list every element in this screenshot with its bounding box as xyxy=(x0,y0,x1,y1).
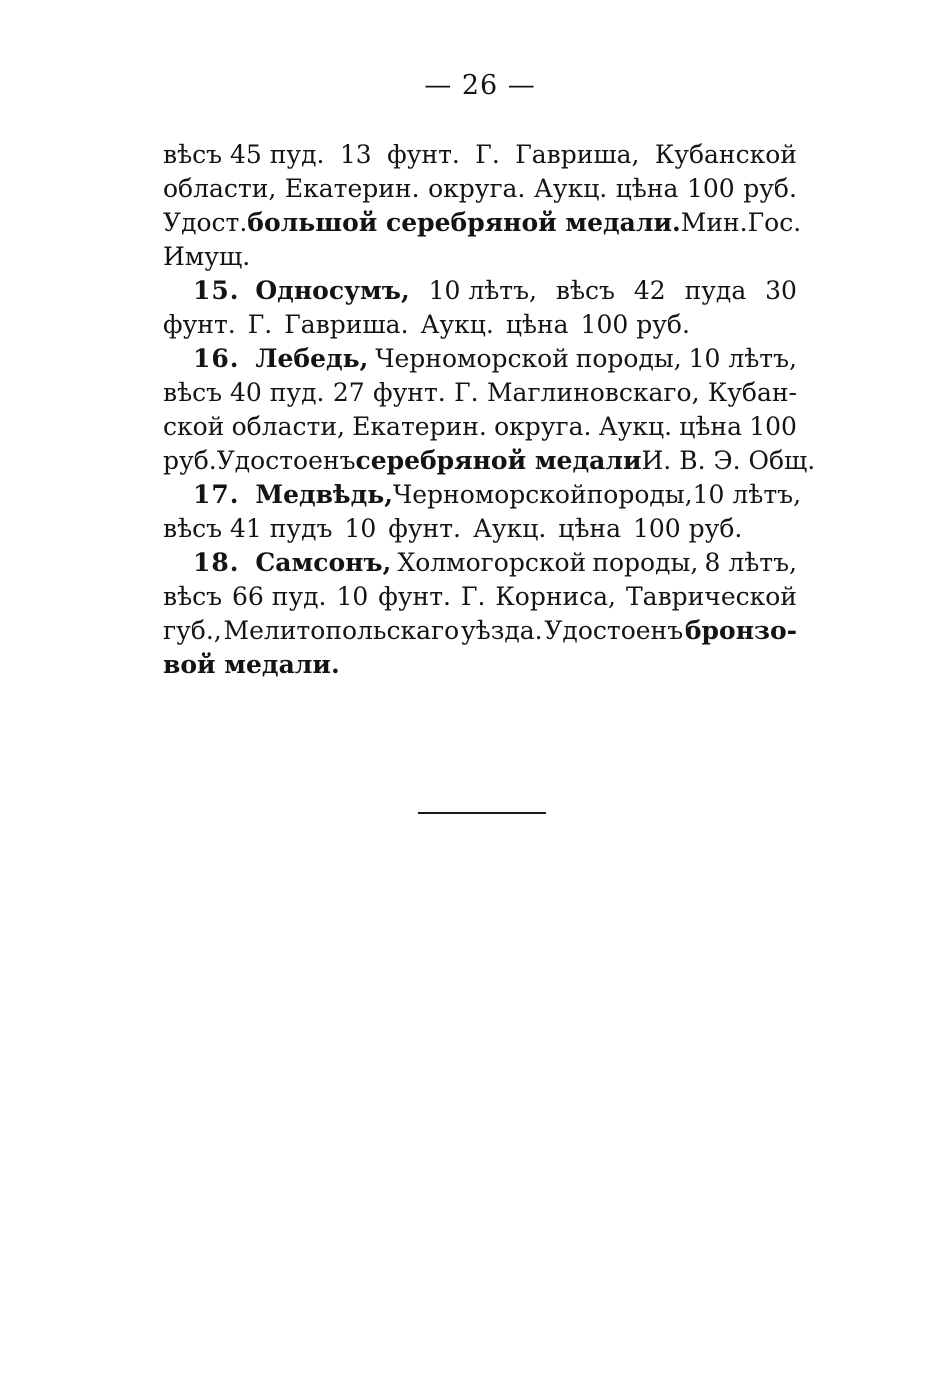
word: вѣсъ 41 пудъ xyxy=(163,514,333,543)
word: 10 xyxy=(344,514,377,543)
word: Аукц. xyxy=(472,514,547,543)
word: цѣна xyxy=(558,514,621,543)
word: породы, xyxy=(586,480,693,509)
word: цѣна xyxy=(505,310,569,339)
word: 100 xyxy=(686,174,735,203)
word: цѣна xyxy=(679,412,742,441)
entry-18-line xyxy=(163,546,797,580)
text-line xyxy=(163,444,816,478)
word: Екатерин. xyxy=(284,174,420,203)
word: Мин. xyxy=(680,208,748,237)
word: вѣсъ xyxy=(163,582,223,611)
word: 42 xyxy=(633,276,666,305)
word: фунт. xyxy=(387,140,460,169)
word: Аукц. xyxy=(420,310,494,339)
word: Гавриша. xyxy=(284,310,409,339)
text-line xyxy=(163,512,797,546)
entry-name: Самсонъ, xyxy=(255,548,392,577)
word: Черноморской xyxy=(375,344,569,373)
word: породы, xyxy=(575,344,682,373)
word: 13 xyxy=(339,140,372,169)
entry-name: Односумъ, xyxy=(255,276,410,305)
entry-number: 18. xyxy=(193,548,240,577)
word: округа. xyxy=(494,412,592,441)
entry-number: 15. xyxy=(193,276,240,305)
entry-number: 16. xyxy=(193,344,240,373)
medal-text: вой медали. xyxy=(163,650,340,679)
word: области, xyxy=(231,412,345,441)
word: Аукц. xyxy=(598,412,673,441)
word: Удостоенъ xyxy=(216,446,356,475)
word: 27 xyxy=(332,378,365,407)
word: Г. xyxy=(475,140,500,169)
text-line xyxy=(163,138,797,172)
page-number: — 26 — xyxy=(424,70,536,101)
word: Таврической xyxy=(625,582,797,611)
word: 30 xyxy=(765,276,797,305)
entry-heading xyxy=(193,546,391,580)
section-divider xyxy=(418,812,546,814)
entry-heading xyxy=(193,478,393,512)
word: 10 лѣтъ, xyxy=(688,344,797,373)
text-line xyxy=(163,580,797,614)
word: Г. xyxy=(454,378,479,407)
text-line xyxy=(163,614,797,648)
word: Екатерин. xyxy=(352,412,487,441)
word: вѣсъ xyxy=(555,276,615,305)
entry-heading xyxy=(193,342,368,376)
word: Удостоенъ xyxy=(544,616,684,645)
word: округа. xyxy=(428,174,526,203)
word: 10 лѣтъ, xyxy=(692,480,802,509)
word: 66 пуд. xyxy=(232,582,327,611)
word: породы, xyxy=(592,548,699,577)
word: Маглиновскаго, xyxy=(486,378,700,407)
word: Кубанской xyxy=(654,140,797,169)
word: Аукц. xyxy=(533,174,608,203)
entry-16-line xyxy=(163,342,797,376)
text-line xyxy=(163,240,797,274)
word: 8 лѣтъ, xyxy=(704,548,797,577)
word: ской xyxy=(163,412,225,441)
word: Черноморской xyxy=(392,480,587,509)
medal-text: бронзо- xyxy=(684,616,797,645)
word: Имущ. xyxy=(163,242,251,271)
text-line xyxy=(163,206,802,240)
word: Мелитопольскаго xyxy=(223,616,460,645)
word: И. В. Э. Общ. xyxy=(641,446,816,475)
entry-heading xyxy=(193,274,410,308)
word: Кубан- xyxy=(707,378,797,407)
word: Холмогорской xyxy=(397,548,587,577)
entry-15-line xyxy=(163,274,797,308)
text-line xyxy=(163,376,797,410)
word: вѣсъ 40 пуд. xyxy=(163,378,325,407)
word: Г. xyxy=(247,310,273,339)
medal-text: большой серебряной медали. xyxy=(247,208,681,237)
word: 10 xyxy=(336,582,369,611)
word: 100 xyxy=(749,412,797,441)
text-line xyxy=(163,308,797,342)
word: руб. xyxy=(163,446,217,475)
word: Удост. xyxy=(163,208,248,237)
word: области, xyxy=(163,174,277,203)
word: фунт. xyxy=(378,582,451,611)
entry-17-line xyxy=(163,478,802,512)
entry-number: 17. xyxy=(193,480,240,509)
text-line xyxy=(163,648,797,682)
entry-name: Лебедь, xyxy=(255,344,369,373)
medal-text: серебряной медали xyxy=(355,446,642,475)
word: фунт. xyxy=(373,378,446,407)
word: вѣсъ 45 пуд. xyxy=(163,140,325,169)
word: 10 лѣтъ, xyxy=(428,276,537,305)
entry-name: Медвѣдь, xyxy=(255,480,393,509)
word: пуда xyxy=(684,276,747,305)
word: Гос. xyxy=(747,208,802,237)
word: Гавриша, xyxy=(515,140,640,169)
word: цѣна xyxy=(615,174,679,203)
word: фунт. xyxy=(388,514,461,543)
page-text xyxy=(163,138,816,682)
text-line xyxy=(163,172,797,206)
word: 100 руб. xyxy=(580,310,690,339)
word: руб. xyxy=(743,174,797,203)
word: губ., xyxy=(163,616,222,645)
word: Корниса, xyxy=(495,582,617,611)
word: уѣзда. xyxy=(460,616,543,645)
word: фунт. xyxy=(163,310,236,339)
word: 100 руб. xyxy=(633,514,743,543)
word: Г. xyxy=(460,582,486,611)
text-line xyxy=(163,410,797,444)
